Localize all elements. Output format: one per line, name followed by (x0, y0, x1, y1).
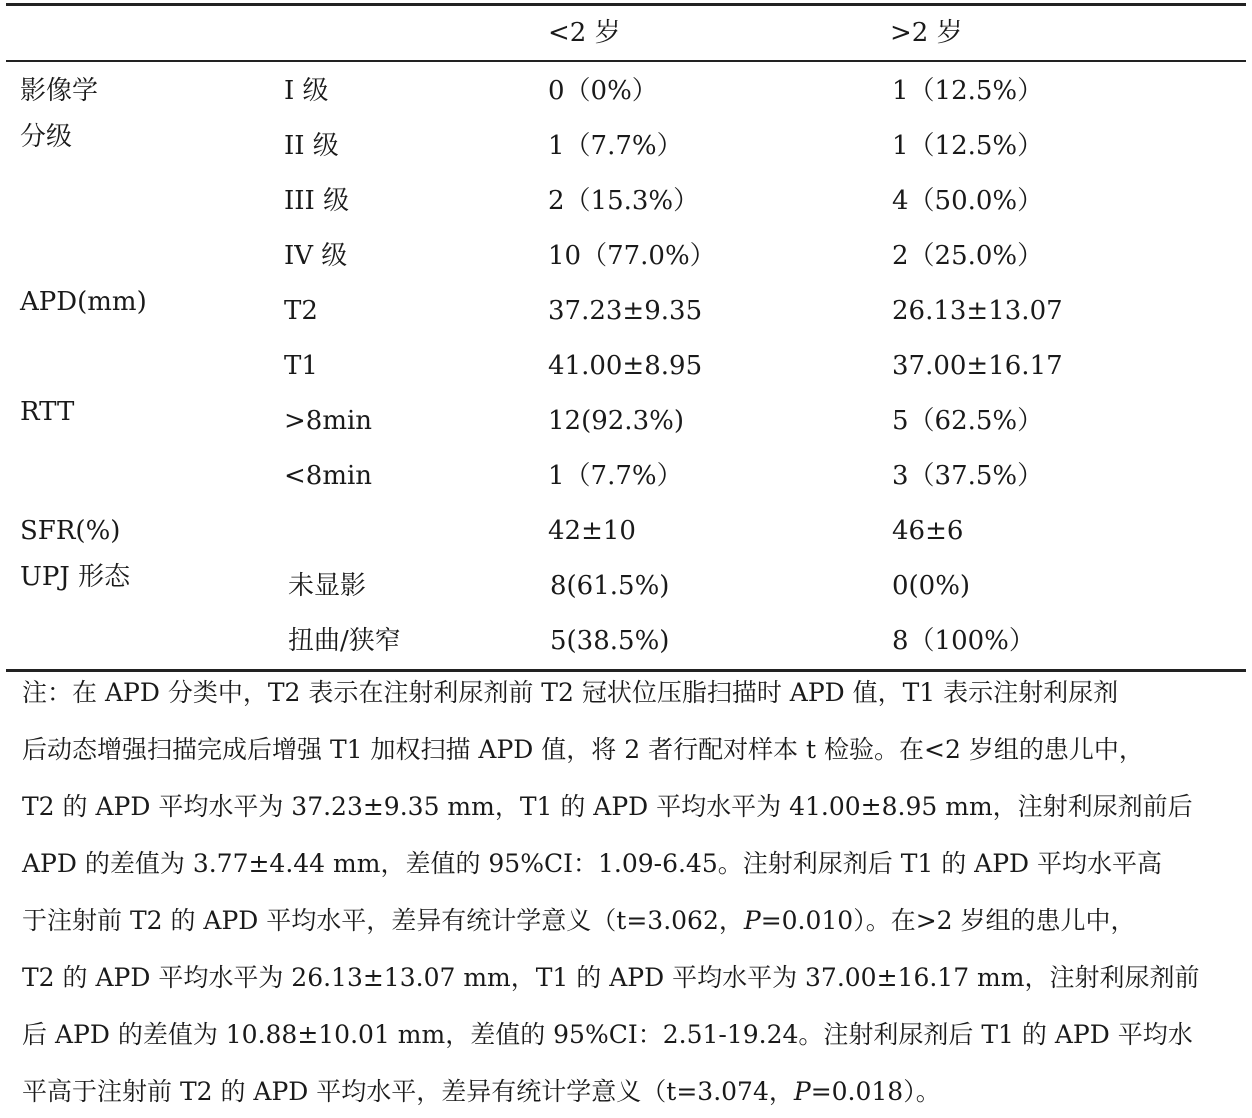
p-value-symbol: P (793, 1077, 811, 1106)
row-group: 分级 (20, 122, 73, 152)
row-subgroup: II 级 (284, 131, 339, 161)
row-gt2-value: 37.00±16.17 (892, 351, 1063, 381)
row-group: APD(mm) (20, 287, 147, 317)
table-header-rule (6, 60, 1246, 62)
header-lt2: <2 岁 (548, 18, 621, 48)
row-gt2-value: 46±6 (892, 516, 964, 546)
row-lt2-value: 12(92.3%) (548, 406, 684, 436)
row-lt2-value: 1（7.7%） (548, 461, 683, 491)
row-lt2-value: 42±10 (548, 516, 636, 546)
note-line: APD 的差值为 3.77±4.44 mm，差值的 95%CI：1.09-6.45。注射利尿剂后 T1 的 APD 平均水平高 (22, 849, 1163, 878)
row-lt2-value: 41.00±8.95 (548, 351, 703, 381)
note-line (22, 1077, 941, 1107)
note-line-text: =0.018）。 (810, 1077, 941, 1106)
note-line (22, 906, 1136, 936)
row-group: RTT (20, 397, 75, 427)
row-subgroup: III 级 (284, 186, 350, 216)
row-lt2-value: 1（7.7%） (548, 131, 683, 161)
table-bottom-rule (6, 669, 1246, 672)
row-group: 影像学 (20, 76, 99, 106)
row-subgroup: I 级 (284, 76, 329, 106)
row-subgroup: >8min (284, 406, 373, 436)
note-line: T2 的 APD 平均水平为 37.23±9.35 mm，T1 的 APD 平均水平为 41.00±8.95 mm，注射利尿剂前后 (22, 792, 1193, 821)
note-line: 后 APD 的差值为 10.88±10.01 mm，差值的 95%CI：2.51-19.24。注射利尿剂后 T1 的 APD 平均水 (22, 1020, 1193, 1049)
row-subgroup: T2 (284, 296, 318, 326)
row-group: SFR(%) (20, 516, 121, 546)
row-subgroup: T1 (284, 351, 318, 381)
note-line-text: =0.010）。在>2 岁组的患儿中， (760, 906, 1136, 935)
row-lt2-value: 2（15.3%） (548, 186, 700, 216)
row-lt2-value: 37.23±9.35 (548, 296, 703, 326)
note-line-text: 平高于注射前 T2 的 APD 平均水平，差异有统计学意义（t=3.074， (22, 1077, 794, 1106)
row-subgroup: IV 级 (284, 241, 348, 271)
row-subgroup: <8min (284, 461, 373, 491)
row-gt2-value: 26.13±13.07 (892, 296, 1063, 326)
row-gt2-value: 0(0%) (892, 571, 971, 601)
row-lt2-value: 5(38.5%) (550, 626, 670, 656)
header-gt2: >2 岁 (890, 18, 963, 48)
row-gt2-value: 4（50.0%） (892, 186, 1044, 216)
row-gt2-value: 2（25.0%） (892, 241, 1044, 271)
p-value-symbol: P (743, 906, 761, 935)
note-line-text: 于注射前 T2 的 APD 平均水平，差异有统计学意义（t=3.062， (22, 906, 744, 935)
note-line: 注：在 APD 分类中，T2 表示在注射利尿剂前 T2 冠状位压脂扫描时 APD 值，T1 表示注射利尿剂 (22, 678, 1119, 707)
row-group: UPJ 形态 (20, 562, 131, 592)
row-lt2-value: 10（77.0%） (548, 241, 716, 271)
table-top-rule (6, 3, 1246, 6)
note-line: 后动态增强扫描完成后增强 T1 加权扫描 APD 值，将 2 者行配对样本 t 检验。在<2 岁组的患儿中， (22, 735, 1144, 764)
row-lt2-value: 0（0%） (548, 76, 658, 106)
row-gt2-value: 8（100%） (892, 626, 1035, 656)
row-gt2-value: 3（37.5%） (892, 461, 1044, 491)
row-subgroup: 未显影 (288, 571, 367, 601)
row-subgroup: 扭曲/狭窄 (288, 626, 401, 656)
row-lt2-value: 8(61.5%) (550, 571, 670, 601)
row-gt2-value: 5（62.5%） (892, 406, 1044, 436)
note-line: T2 的 APD 平均水平为 26.13±13.07 mm，T1 的 APD 平均水平为 37.00±16.17 mm，注射利尿剂前 (22, 963, 1200, 992)
row-gt2-value: 1（12.5%） (892, 131, 1044, 161)
row-gt2-value: 1（12.5%） (892, 76, 1044, 106)
